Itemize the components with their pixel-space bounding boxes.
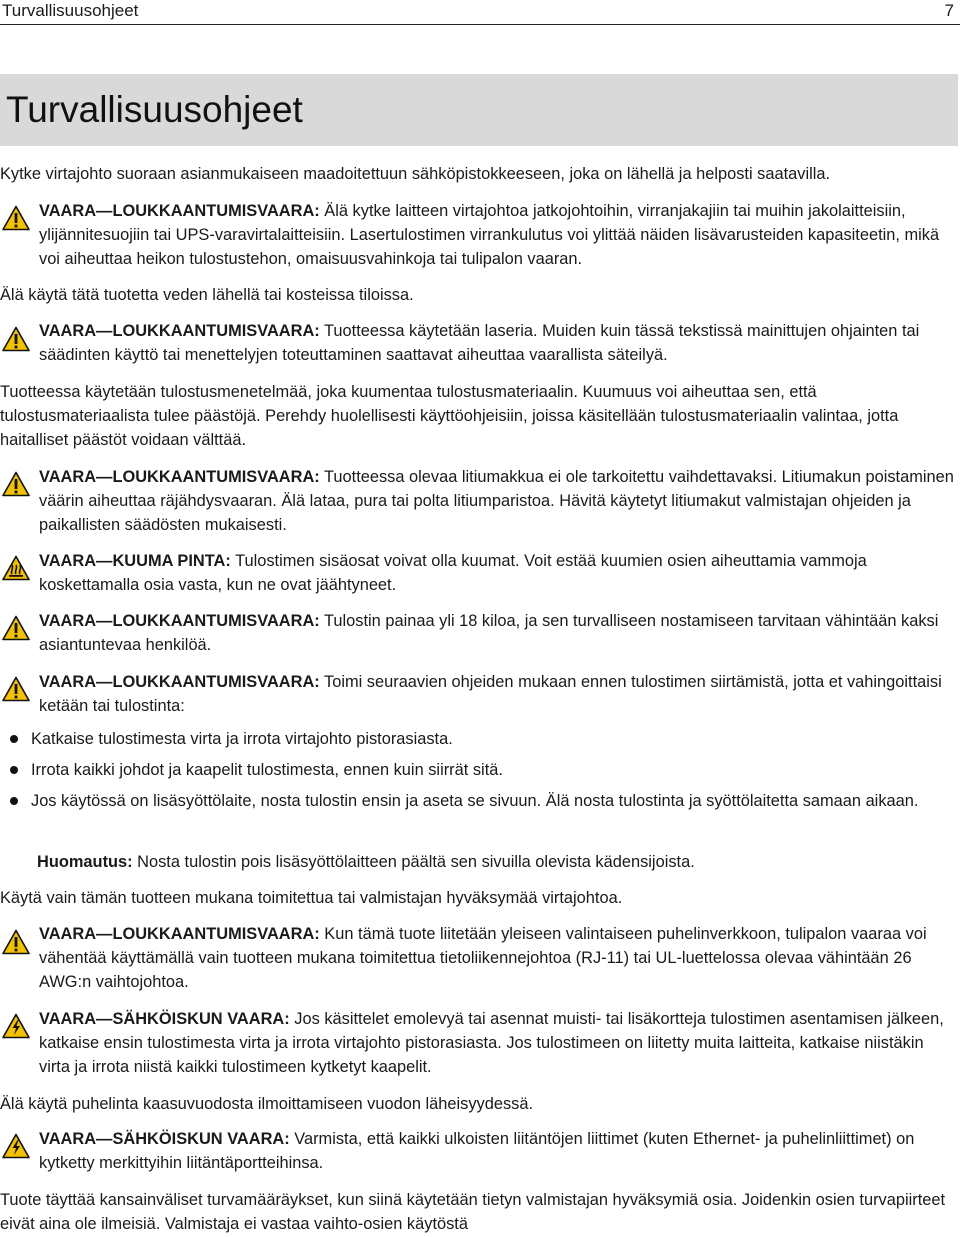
warning-label: VAARA—LOUKKAANTUMISVAARA: bbox=[39, 468, 320, 486]
list-item: Katkaise tulostimesta virta ja irrota virtajohto pistorasiasta. bbox=[31, 730, 453, 748]
note-text: Nosta tulostin pois lisäsyöttölaitteen päältä sen sivuilla olevista kädensijoista. bbox=[132, 853, 695, 871]
warning-hot-surface bbox=[39, 549, 957, 597]
warning-label: VAARA—SÄHKÖISKUN VAARA: bbox=[39, 1130, 290, 1148]
running-header bbox=[0, 0, 960, 25]
warning-laser bbox=[39, 319, 957, 367]
warning-text: Tulostin painaa yli 18 kiloa, ja sen turvalliseen nostamiseen tarvitaan vähintään kaksi asiantuntevaa henkilöä. bbox=[39, 612, 939, 654]
warning-label: VAARA—LOUKKAANTUMISVAARA: bbox=[39, 925, 320, 943]
warning-lithium-battery bbox=[39, 465, 957, 537]
list-item: Irrota kaikki johdot ja kaapelit tulostimesta, ennen kuin siirrät sitä. bbox=[31, 761, 503, 779]
caution-triangle-icon bbox=[2, 929, 30, 955]
note bbox=[37, 850, 957, 874]
warning-moving-printer bbox=[39, 670, 957, 718]
electric-shock-icon bbox=[2, 1133, 30, 1159]
warning-label: VAARA—LOUKKAANTUMISVAARA: bbox=[39, 612, 320, 630]
hot-surface-icon bbox=[2, 555, 30, 581]
warning-telecom-cord bbox=[39, 922, 957, 994]
warning-weight bbox=[39, 609, 957, 657]
warning-text: Tulostimen sisäosat voivat olla kuumat. Voit estää kuumien osien aiheuttamia vammoja koskettamalla osia vasta, kun ne ovat jäähtyneet. bbox=[39, 552, 867, 594]
warning-text: Tuotteessa olevaa litiumakkua ei ole tarkoitettu vaihdettavaksi. Litiumakun poistaminen väärin aiheuttaa räjähdysvaaran. Älä lataa, pura tai polta litiumparistoa. Hävitä käytetyt litiumakut valmistajan ohjeiden ja paikallisten säädösten mukaisesti. bbox=[39, 468, 954, 534]
page-number: 7 bbox=[944, 1, 954, 20]
bullet-icon bbox=[10, 766, 18, 774]
chapter-banner bbox=[0, 74, 958, 146]
warning-text: Varmista, että kaikki ulkoisten liitäntöjen liittimet (kuten Ethernet- ja puhelinliittimet) on kytketty merkittyihin liitäntäportteihinsa. bbox=[39, 1130, 915, 1172]
warning-label: VAARA—SÄHKÖISKUN VAARA: bbox=[39, 1010, 290, 1028]
caution-triangle-icon bbox=[2, 205, 30, 231]
warning-label: VAARA—KUUMA PINTA: bbox=[39, 552, 231, 570]
warning-extension-cords bbox=[39, 199, 957, 271]
caution-triangle-icon bbox=[2, 471, 30, 497]
warning-label: VAARA—LOUKKAANTUMISVAARA: bbox=[39, 322, 320, 340]
paragraph-water: Älä käytä tätä tuotetta veden lähellä tai kosteissa tiloissa. bbox=[0, 286, 414, 304]
electric-shock-icon bbox=[2, 1013, 30, 1039]
list-item: Jos käytössä on lisäsyöttölaite, nosta tulostin ensin ja aseta se sivuun. Älä nosta tulostinta ja syöttölaitetta samaan aikaan. bbox=[31, 792, 919, 810]
warning-shock-memory bbox=[39, 1007, 957, 1079]
warning-label: VAARA—LOUKKAANTUMISVAARA: bbox=[39, 673, 320, 691]
paragraph-gas-leak: Älä käytä puhelinta kaasuvuodosta ilmoittamiseen vuodon läheisyydessä. bbox=[0, 1095, 534, 1113]
warning-text: Tuotteessa käytetään laseria. Muiden kuin tässä tekstissä mainittujen ohjainten tai säädinten käyttö tai menettelyjen toteuttaminen saattavat aiheuttaa vaarallista säteilyä. bbox=[39, 322, 920, 364]
caution-triangle-icon bbox=[2, 615, 30, 641]
caution-triangle-icon bbox=[2, 676, 30, 702]
running-header-title: Turvallisuusohjeet bbox=[2, 1, 139, 20]
warning-label: VAARA—LOUKKAANTUMISVAARA: bbox=[39, 202, 320, 220]
paragraph-approved-cord: Käytä vain tämän tuotteen mukana toimitettua tai valmistajan hyväksymää virtajohtoa. bbox=[0, 889, 623, 907]
warning-shock-ports bbox=[39, 1127, 957, 1175]
caution-triangle-icon bbox=[2, 326, 30, 352]
bullet-icon bbox=[10, 735, 18, 743]
note-label: Huomautus: bbox=[37, 853, 133, 871]
bullet-icon bbox=[10, 797, 18, 805]
warning-text: Jos käsittelet emolevyä tai asennat muisti- tai lisäkortteja tulostimen asentamisen jälkeen, katkaise ensin tulostimesta virta ja irrota virtajohto pistorasiasta. Jos tulostimeen on liitetty muita laitteita, katkaise niistäkin virta ja irrota niistä kaikki tulostimeen kytketyt kaapelit. bbox=[39, 1010, 944, 1076]
paragraph-safety-standards: Tuote täyttää kansainväliset turvamääräykset, kun siinä käytetään tietyn valmistajan hyväksymiä osia. Joidenkin osien turvapiirteet eivät aina ole ilmeisiä. Valmistaja ei vastaa vaihto-osien käytöstä bbox=[0, 1191, 946, 1233]
paragraph-power-cord: Kytke virtajohto suoraan asianmukaiseen maadoitettuun sähköpistokkeeseen, joka on lähellä ja helposti saatavilla. bbox=[0, 165, 831, 183]
warning-text: Kun tämä tuote liitetään yleiseen valintaiseen puhelinverkkoon, tulipalon vaaraa voi vähentää käyttämällä vain tuotteen mukana toimitettua tietoliikennejohtoa (RJ-11) tai UL-luettelossa olevaa vähintään 26 AWG:n vaihtojohtoa. bbox=[39, 925, 927, 991]
chapter-title: Turvallisuusohjeet bbox=[6, 89, 303, 130]
paragraph-emissions: Tuotteessa käytetään tulostusmenetelmää, joka kuumentaa tulostusmateriaalin. Kuumuus voi aiheuttaa sen, että tulostusmateriaalista tulee päästöjä. Perehdy huolellisesti käyttöohjeisiin, joissa käsitellään tulostusmateriaalin valintaa, jotta haitalliset päästöt voidaan välttää. bbox=[0, 383, 899, 449]
warning-text: Toimi seuraavien ohjeiden mukaan ennen tulostimen siirtämistä, jotta et vahingoittaisi ketään tai tulostinta: bbox=[39, 673, 942, 715]
warning-text: Älä kytke laitteen virtajohtoa jatkojohtoihin, virranjakajiin tai muihin jakolaitteisiin, ylijännitesuojiin tai UPS-varavirtalaitteisiin. Lasertulostimen virrankulutus voi ylittää näiden lisävarusteiden kapasiteetin, mikä voi aiheuttaa heikon tulostustehon, omaisuusvahinkoja tai tulipalon vaaran. bbox=[39, 202, 940, 268]
